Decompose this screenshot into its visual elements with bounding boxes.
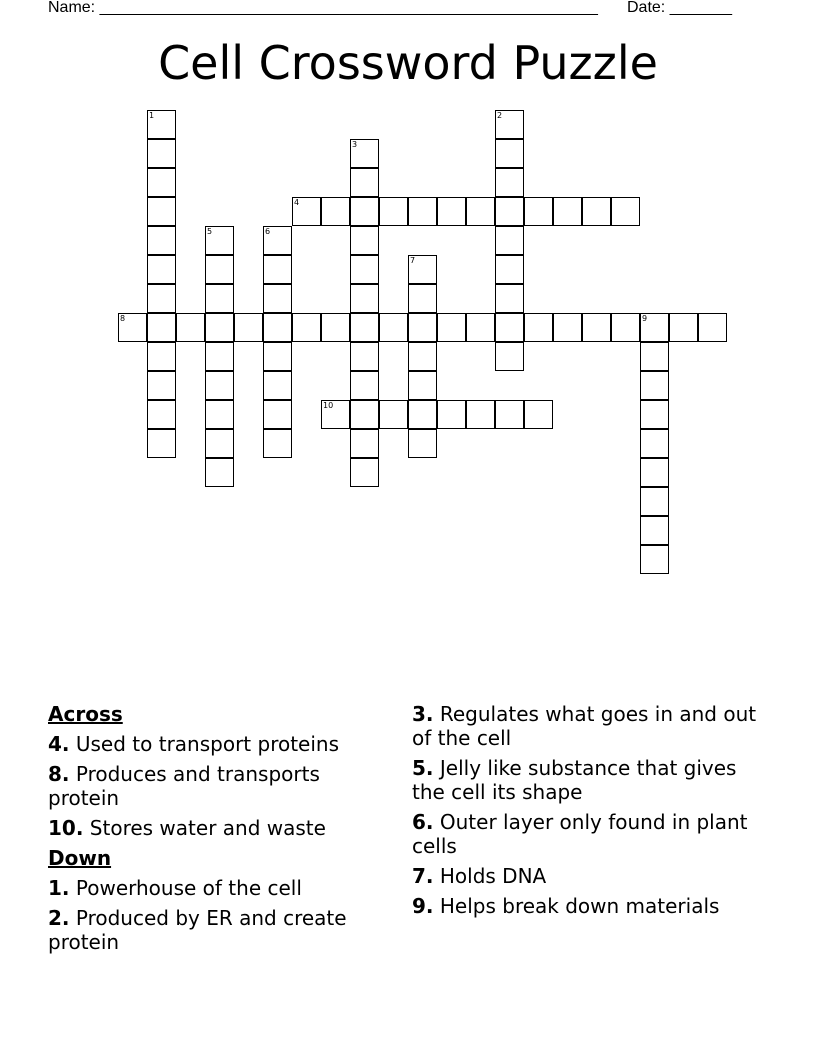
clue-number-label: 4 <box>294 198 300 207</box>
crossword-cell[interactable] <box>669 313 698 342</box>
clue-down-1 <box>48 876 393 900</box>
crossword-cell[interactable] <box>408 284 437 313</box>
crossword-cell[interactable] <box>408 197 437 226</box>
clue-number-label: 10 <box>323 401 334 410</box>
clues-column-left <box>48 702 393 960</box>
crossword-cell[interactable] <box>553 197 582 226</box>
crossword-cell[interactable] <box>408 371 437 400</box>
crossword-cell[interactable] <box>263 255 292 284</box>
clue-text: Holds DNA <box>439 864 547 888</box>
crossword-cell[interactable] <box>495 342 524 371</box>
crossword-cell[interactable] <box>205 313 234 342</box>
clue-number: 6. <box>412 810 434 834</box>
clue-number-label: 9 <box>642 314 648 323</box>
clue-down-9 <box>412 894 757 918</box>
crossword-cell[interactable] <box>524 197 553 226</box>
clue-across-4 <box>48 732 393 756</box>
crossword-cell[interactable] <box>466 197 495 226</box>
clue-text: Regulates what goes in and out of the cell <box>412 702 757 750</box>
clue-text: Produces and transports protein <box>48 762 320 810</box>
clue-number: 8. <box>48 762 70 786</box>
crossword-cell[interactable] <box>263 429 292 458</box>
clue-number: 10. <box>48 816 84 840</box>
clue-text: Outer layer only found in plant cells <box>412 810 748 858</box>
crossword-cell[interactable] <box>611 197 640 226</box>
crossword-cell[interactable] <box>205 226 234 255</box>
crossword-cell[interactable] <box>147 313 176 342</box>
crossword-cell[interactable] <box>524 400 553 429</box>
crossword-cell[interactable] <box>640 458 669 487</box>
clue-text: Stores water and waste <box>89 816 326 840</box>
crossword-cell[interactable] <box>321 313 350 342</box>
crossword-cell[interactable] <box>350 197 379 226</box>
crossword-cell[interactable] <box>263 313 292 342</box>
crossword-cell[interactable] <box>466 400 495 429</box>
crossword-cell[interactable] <box>495 313 524 342</box>
crossword-cell[interactable] <box>147 197 176 226</box>
crossword-cell[interactable] <box>205 342 234 371</box>
crossword-cell[interactable] <box>495 139 524 168</box>
crossword-cell[interactable] <box>408 342 437 371</box>
crossword-cell[interactable] <box>408 313 437 342</box>
across-heading: Across <box>48 702 123 726</box>
crossword-cell[interactable] <box>205 458 234 487</box>
crossword-cell[interactable] <box>147 255 176 284</box>
clue-down-5 <box>412 756 757 804</box>
clue-number-label: 3 <box>352 140 358 149</box>
crossword-cell[interactable] <box>408 400 437 429</box>
crossword-cell[interactable] <box>263 371 292 400</box>
clue-text: Used to transport proteins <box>75 732 340 756</box>
crossword-cell[interactable] <box>379 313 408 342</box>
clue-text: Powerhouse of the cell <box>75 876 302 900</box>
crossword-cell[interactable] <box>379 197 408 226</box>
clue-down-2 <box>48 906 393 954</box>
clue-number-label: 7 <box>410 256 416 265</box>
crossword-cell[interactable] <box>437 400 466 429</box>
crossword-cell[interactable] <box>640 342 669 371</box>
crossword-cell[interactable] <box>321 197 350 226</box>
crossword-cell[interactable] <box>582 197 611 226</box>
crossword-cell[interactable] <box>350 429 379 458</box>
crossword-cell[interactable] <box>437 313 466 342</box>
clue-number-label: 5 <box>207 227 213 236</box>
crossword-cell[interactable] <box>495 110 524 139</box>
name-field-label: Name: ________________________________________________________ <box>48 0 598 16</box>
crossword-cell[interactable] <box>350 458 379 487</box>
crossword-cell[interactable] <box>147 342 176 371</box>
crossword-cell[interactable] <box>292 313 321 342</box>
crossword-cell[interactable] <box>350 284 379 313</box>
clue-down-6 <box>412 810 757 858</box>
crossword-cell[interactable] <box>147 429 176 458</box>
crossword-cell[interactable] <box>553 313 582 342</box>
clues-column-right <box>412 702 757 924</box>
crossword-cell[interactable] <box>640 545 669 574</box>
crossword-cell[interactable] <box>611 313 640 342</box>
clue-number: 9. <box>412 894 434 918</box>
crossword-cell[interactable] <box>205 429 234 458</box>
page-title: Cell Crossword Puzzle <box>158 36 658 90</box>
crossword-cell[interactable] <box>350 168 379 197</box>
crossword-cell[interactable] <box>263 342 292 371</box>
crossword-cell[interactable] <box>205 255 234 284</box>
crossword-cell[interactable] <box>350 226 379 255</box>
clue-number-label: 1 <box>149 111 155 120</box>
crossword-cell[interactable] <box>147 400 176 429</box>
clue-number: 5. <box>412 756 434 780</box>
crossword-cell[interactable] <box>147 226 176 255</box>
crossword-cell[interactable] <box>350 342 379 371</box>
clue-down-7 <box>412 864 757 888</box>
crossword-cell[interactable] <box>640 487 669 516</box>
crossword-cell[interactable] <box>263 226 292 255</box>
clue-number-label: 8 <box>120 314 126 323</box>
clue-text: Helps break down materials <box>439 894 720 918</box>
clue-number-label: 6 <box>265 227 271 236</box>
crossword-cell[interactable] <box>495 168 524 197</box>
clue-across-10 <box>48 816 393 840</box>
crossword-cell[interactable] <box>582 313 611 342</box>
crossword-cell[interactable] <box>176 313 205 342</box>
crossword-cell[interactable] <box>640 516 669 545</box>
crossword-cell[interactable] <box>466 313 495 342</box>
crossword-cell[interactable] <box>263 400 292 429</box>
clue-across-8 <box>48 762 393 810</box>
crossword-cell[interactable] <box>495 255 524 284</box>
crossword-cell[interactable] <box>147 371 176 400</box>
crossword-cell[interactable] <box>495 197 524 226</box>
crossword-cell[interactable] <box>698 313 727 342</box>
crossword-cell[interactable] <box>350 139 379 168</box>
crossword-cell[interactable] <box>640 400 669 429</box>
crossword-cell[interactable] <box>350 400 379 429</box>
crossword-cell[interactable] <box>350 313 379 342</box>
crossword-cell[interactable] <box>350 255 379 284</box>
crossword-cell[interactable] <box>640 429 669 458</box>
crossword-cell[interactable] <box>234 313 263 342</box>
date-field-label: Date: _______ <box>627 0 732 16</box>
crossword-cell[interactable] <box>640 371 669 400</box>
crossword-cell[interactable] <box>205 400 234 429</box>
crossword-cell[interactable] <box>495 284 524 313</box>
clue-number: 3. <box>412 702 434 726</box>
clue-number: 7. <box>412 864 434 888</box>
crossword-cell[interactable] <box>350 371 379 400</box>
crossword-cell[interactable] <box>118 313 147 342</box>
crossword-cell[interactable] <box>321 400 350 429</box>
crossword-cell[interactable] <box>205 371 234 400</box>
crossword-cell[interactable] <box>205 284 234 313</box>
crossword-cell[interactable] <box>263 284 292 313</box>
clue-down-3 <box>412 702 757 750</box>
clue-number: 1. <box>48 876 70 900</box>
crossword-cell[interactable] <box>408 429 437 458</box>
crossword-cell[interactable] <box>408 255 437 284</box>
crossword-cell[interactable] <box>292 197 321 226</box>
clue-number: 4. <box>48 732 70 756</box>
crossword-cell[interactable] <box>495 400 524 429</box>
down-heading: Down <box>48 846 112 870</box>
clue-text: Produced by ER and create protein <box>48 906 347 954</box>
crossword-cell[interactable] <box>147 284 176 313</box>
clue-number: 2. <box>48 906 70 930</box>
crossword-cell[interactable] <box>437 197 466 226</box>
crossword-cell[interactable] <box>640 313 669 342</box>
crossword-cell[interactable] <box>147 139 176 168</box>
crossword-cell[interactable] <box>147 168 176 197</box>
crossword-cell[interactable] <box>147 110 176 139</box>
crossword-cell[interactable] <box>524 313 553 342</box>
clue-text: Jelly like substance that gives the cell its shape <box>412 756 737 804</box>
crossword-cell[interactable] <box>379 400 408 429</box>
crossword-cell[interactable] <box>495 226 524 255</box>
clue-number-label: 2 <box>497 111 503 120</box>
